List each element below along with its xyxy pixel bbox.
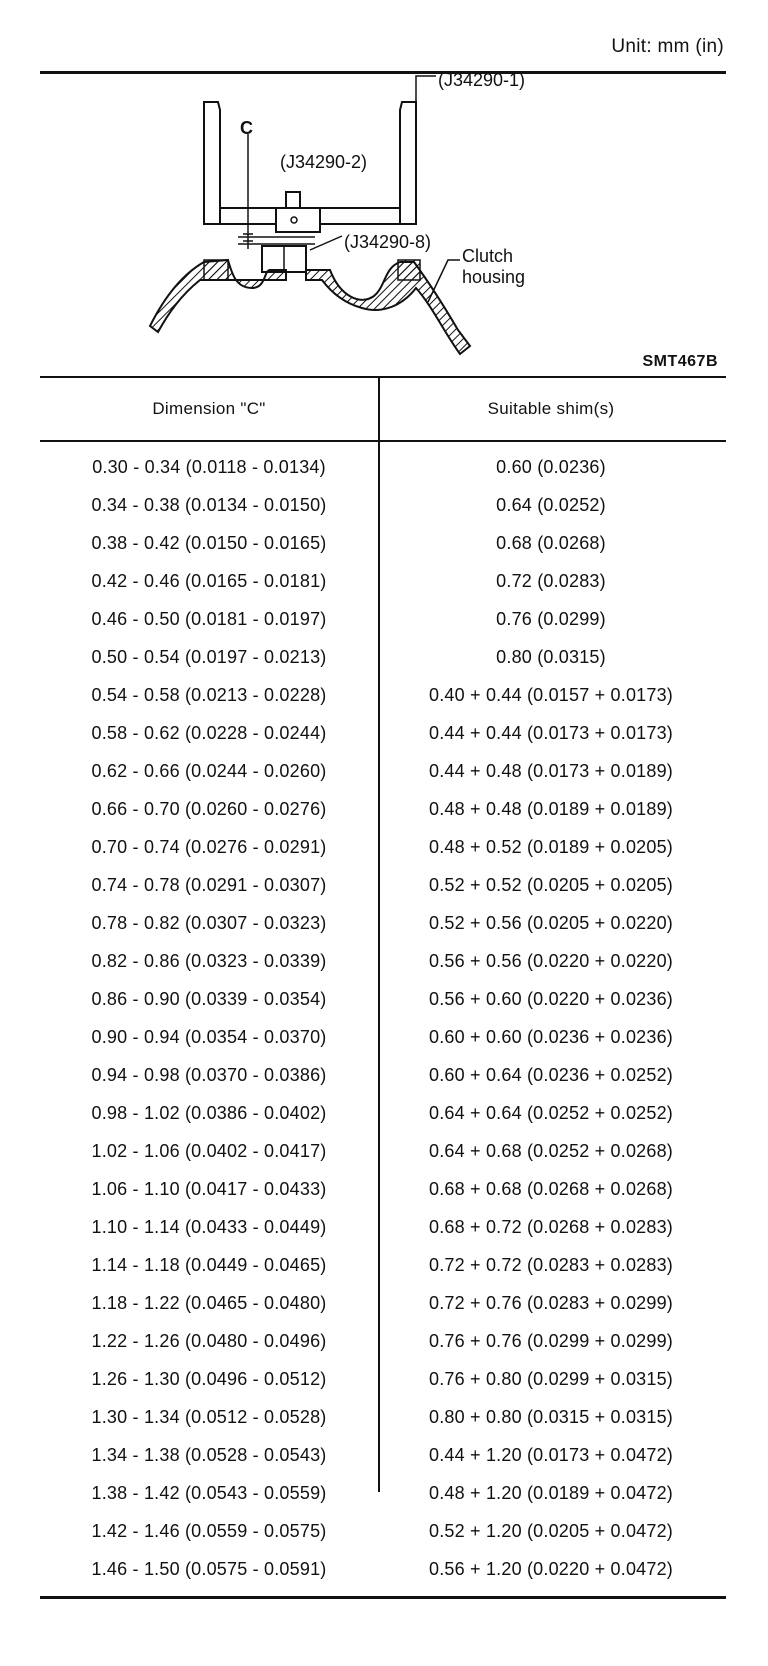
table-header [40, 378, 726, 442]
cell-dimension-c: 1.02 - 1.06 (0.0402 - 0.0417) [91, 1140, 327, 1161]
table-row [40, 448, 726, 486]
cell-suitable-shim: 0.60 (0.0236) [496, 456, 606, 477]
cell-dimension-c: 0.74 - 0.78 (0.0291 - 0.0307) [91, 874, 327, 895]
cell-dimension-c: 1.30 - 1.34 (0.0512 - 0.0528) [91, 1406, 327, 1427]
table-row [40, 562, 726, 600]
table-row [40, 1550, 726, 1588]
label-j34290-8: (J34290-8) [344, 232, 432, 252]
table-row [40, 752, 726, 790]
cell-dimension-c: 0.50 - 0.54 (0.0197 - 0.0213) [91, 646, 327, 667]
table-row [40, 1284, 726, 1322]
table-row [40, 790, 726, 828]
cell-dimension-c: 0.86 - 0.90 (0.0339 - 0.0354) [91, 988, 327, 1009]
cell-dimension-c: 1.46 - 1.50 (0.0575 - 0.0591) [91, 1558, 327, 1579]
cell-suitable-shim: 0.80 (0.0315) [496, 646, 606, 667]
cell-suitable-shim: 0.60 + 0.60 (0.0236 + 0.0236) [429, 1026, 673, 1047]
cell-dimension-c: 0.98 - 1.02 (0.0386 - 0.0402) [91, 1102, 327, 1123]
table-row [40, 1436, 726, 1474]
table-row [40, 1322, 726, 1360]
cell-suitable-shim: 0.52 + 0.56 (0.0205 + 0.0220) [429, 912, 673, 933]
cell-suitable-shim: 0.76 (0.0299) [496, 608, 606, 629]
table-row [40, 866, 726, 904]
cell-dimension-c: 1.14 - 1.18 (0.0449 - 0.0465) [91, 1254, 327, 1275]
cell-suitable-shim: 0.76 + 0.80 (0.0299 + 0.0315) [429, 1368, 673, 1389]
unit-label: Unit: mm (in) [611, 36, 724, 57]
cell-suitable-shim: 0.80 + 0.80 (0.0315 + 0.0315) [429, 1406, 673, 1427]
cell-suitable-shim: 0.44 + 0.48 (0.0173 + 0.0189) [429, 760, 673, 781]
cell-suitable-shim: 0.48 + 1.20 (0.0189 + 0.0472) [429, 1482, 673, 1503]
cell-suitable-shim: 0.72 (0.0283) [496, 570, 606, 591]
figure-id: SMT467B [642, 353, 718, 370]
label-j34290-2: (J34290-2) [280, 152, 368, 172]
cell-dimension-c: 0.82 - 0.86 (0.0323 - 0.0339) [91, 950, 327, 971]
cell-suitable-shim: 0.56 + 1.20 (0.0220 + 0.0472) [429, 1558, 673, 1579]
label-j34290-1: (J34290-1) [438, 70, 526, 90]
table-row [40, 1056, 726, 1094]
cell-suitable-shim: 0.68 (0.0268) [496, 532, 606, 553]
label-dimension-c: C [240, 118, 253, 138]
cell-dimension-c: 0.46 - 0.50 (0.0181 - 0.0197) [91, 608, 327, 629]
table-row [40, 486, 726, 524]
cell-suitable-shim: 0.56 + 0.56 (0.0220 + 0.0220) [429, 950, 673, 971]
cell-dimension-c: 1.38 - 1.42 (0.0543 - 0.0559) [91, 1482, 327, 1503]
cell-suitable-shim: 0.72 + 0.72 (0.0283 + 0.0283) [429, 1254, 673, 1275]
table-row [40, 1018, 726, 1056]
cell-suitable-shim: 0.68 + 0.72 (0.0268 + 0.0283) [429, 1216, 673, 1237]
cell-dimension-c: 0.66 - 0.70 (0.0260 - 0.0276) [91, 798, 327, 819]
label-clutch-housing [462, 246, 525, 287]
label-clutch-housing-line1: Clutch [462, 246, 514, 266]
table-row [40, 1132, 726, 1170]
table-row [40, 1398, 726, 1436]
cell-suitable-shim: 0.40 + 0.44 (0.0157 + 0.0173) [429, 684, 673, 705]
table-bottom-rule [40, 1596, 726, 1599]
header-dimension-c: Dimension "C" [152, 399, 266, 418]
cell-suitable-shim: 0.72 + 0.76 (0.0283 + 0.0299) [429, 1292, 673, 1313]
cell-suitable-shim: 0.76 + 0.76 (0.0299 + 0.0299) [429, 1330, 673, 1351]
table-row [40, 1094, 726, 1132]
table-row [40, 904, 726, 942]
diagram-drawing [40, 74, 726, 374]
table-row [40, 600, 726, 638]
cell-dimension-c: 0.30 - 0.34 (0.0118 - 0.0134) [92, 456, 326, 477]
cell-dimension-c: 1.18 - 1.22 (0.0465 - 0.0480) [91, 1292, 327, 1313]
table-row [40, 1208, 726, 1246]
cell-suitable-shim: 0.48 + 0.52 (0.0189 + 0.0205) [429, 836, 673, 857]
cell-suitable-shim: 0.68 + 0.68 (0.0268 + 0.0268) [429, 1178, 673, 1199]
cell-dimension-c: 0.70 - 0.74 (0.0276 - 0.0291) [91, 836, 327, 857]
cell-dimension-c: 1.34 - 1.38 (0.0528 - 0.0543) [91, 1444, 327, 1465]
cell-dimension-c: 0.94 - 0.98 (0.0370 - 0.0386) [91, 1064, 327, 1085]
cell-suitable-shim: 0.64 + 0.68 (0.0252 + 0.0268) [429, 1140, 673, 1161]
header-suitable-shims: Suitable shim(s) [487, 399, 615, 418]
cell-dimension-c: 1.06 - 1.10 (0.0417 - 0.0433) [91, 1178, 327, 1199]
table-row [40, 1512, 726, 1550]
cell-suitable-shim: 0.64 + 0.64 (0.0252 + 0.0252) [429, 1102, 673, 1123]
cell-suitable-shim: 0.52 + 0.52 (0.0205 + 0.0205) [429, 874, 673, 895]
cell-dimension-c: 0.54 - 0.58 (0.0213 - 0.0228) [91, 684, 327, 705]
cell-dimension-c: 1.42 - 1.46 (0.0559 - 0.0575) [91, 1520, 327, 1541]
label-clutch-housing-line2: housing [462, 266, 526, 287]
tool-diagram [40, 70, 726, 404]
cell-suitable-shim: 0.52 + 1.20 (0.0205 + 0.0472) [429, 1520, 673, 1541]
cell-suitable-shim: 0.44 + 1.20 (0.0173 + 0.0472) [429, 1444, 673, 1465]
cell-suitable-shim: 0.64 (0.0252) [496, 494, 606, 515]
cell-dimension-c: 0.62 - 0.66 (0.0244 - 0.0260) [91, 760, 327, 781]
table-row [40, 980, 726, 1018]
table-row [40, 942, 726, 980]
table-row [40, 524, 726, 562]
table-row [40, 1170, 726, 1208]
cell-dimension-c: 0.90 - 0.94 (0.0354 - 0.0370) [91, 1026, 327, 1047]
shim-table [40, 376, 726, 1599]
cell-dimension-c: 1.26 - 1.30 (0.0496 - 0.0512) [91, 1368, 327, 1389]
table-row [40, 676, 726, 714]
table-row [40, 1474, 726, 1512]
cell-suitable-shim: 0.60 + 0.64 (0.0236 + 0.0252) [429, 1064, 673, 1085]
table-row [40, 1246, 726, 1284]
table-row [40, 1360, 726, 1398]
table-row [40, 638, 726, 676]
table-divider [378, 376, 380, 1492]
table-body [40, 442, 726, 1588]
cell-dimension-c: 0.38 - 0.42 (0.0150 - 0.0165) [91, 532, 327, 553]
cell-dimension-c: 0.58 - 0.62 (0.0228 - 0.0244) [91, 722, 327, 743]
table-row [40, 714, 726, 752]
cell-suitable-shim: 0.48 + 0.48 (0.0189 + 0.0189) [429, 798, 673, 819]
cell-dimension-c: 0.42 - 0.46 (0.0165 - 0.0181) [91, 570, 327, 591]
cell-suitable-shim: 0.56 + 0.60 (0.0220 + 0.0236) [429, 988, 673, 1009]
table-row [40, 828, 726, 866]
cell-suitable-shim: 0.44 + 0.44 (0.0173 + 0.0173) [429, 722, 673, 743]
cell-dimension-c: 0.78 - 0.82 (0.0307 - 0.0323) [91, 912, 327, 933]
cell-dimension-c: 1.22 - 1.26 (0.0480 - 0.0496) [91, 1330, 327, 1351]
cell-dimension-c: 0.34 - 0.38 (0.0134 - 0.0150) [91, 494, 327, 515]
cell-dimension-c: 1.10 - 1.14 (0.0433 - 0.0449) [91, 1216, 327, 1237]
